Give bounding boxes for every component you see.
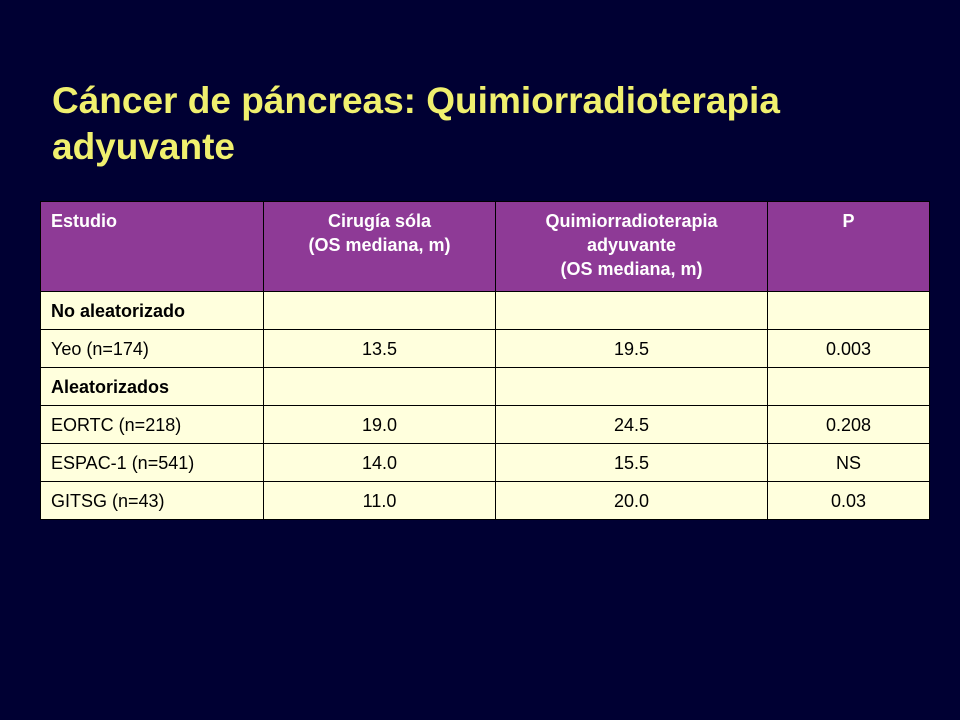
- header-line: Quimiorradioterapia: [545, 211, 718, 231]
- header-line: Cirugía sóla: [327, 211, 432, 231]
- p-value-cell: [768, 292, 930, 330]
- surgery-cell: 19.0: [264, 406, 496, 444]
- header-estudio: [41, 202, 264, 292]
- header-line: (OS mediana, m): [308, 235, 451, 255]
- p-value-cell: NS: [768, 444, 930, 482]
- p-value-cell: 0.03: [768, 482, 930, 520]
- surgery-cell: [264, 368, 496, 406]
- table-row: [41, 482, 930, 520]
- chemoradio-cell: [496, 368, 768, 406]
- results-table: [40, 201, 930, 520]
- table-row: [41, 406, 930, 444]
- header-line: Estudio: [51, 211, 117, 231]
- chemoradio-cell: 20.0: [496, 482, 768, 520]
- table-header-row: [41, 202, 930, 292]
- chemoradio-cell: 24.5: [496, 406, 768, 444]
- p-value-cell: 0.208: [768, 406, 930, 444]
- header-line: (OS mediana, m): [560, 259, 703, 279]
- study-cell: Yeo (n=174): [41, 330, 264, 368]
- study-cell: ESPAC-1 (n=541): [41, 444, 264, 482]
- table-row: [41, 330, 930, 368]
- header-p: [768, 202, 930, 292]
- p-value-cell: [768, 368, 930, 406]
- header-line: P: [842, 211, 855, 231]
- surgery-cell: 13.5: [264, 330, 496, 368]
- p-value-cell: 0.003: [768, 330, 930, 368]
- chemoradio-cell: 19.5: [496, 330, 768, 368]
- surgery-cell: [264, 292, 496, 330]
- section-row: [41, 368, 930, 406]
- header-line: adyuvante: [586, 235, 677, 255]
- chemoradio-cell: 15.5: [496, 444, 768, 482]
- study-cell: GITSG (n=43): [41, 482, 264, 520]
- chemoradio-cell: [496, 292, 768, 330]
- study-cell: Aleatorizados: [41, 368, 264, 406]
- slide-title: Cáncer de páncreas: Quimiorradioterapia adyuvante: [52, 80, 780, 167]
- study-cell: EORTC (n=218): [41, 406, 264, 444]
- table-row: [41, 444, 930, 482]
- header-quimiorradioterapia: [496, 202, 768, 292]
- surgery-cell: 14.0: [264, 444, 496, 482]
- surgery-cell: 11.0: [264, 482, 496, 520]
- study-cell: No aleatorizado: [41, 292, 264, 330]
- header-cirugia: [264, 202, 496, 292]
- section-row: [41, 292, 930, 330]
